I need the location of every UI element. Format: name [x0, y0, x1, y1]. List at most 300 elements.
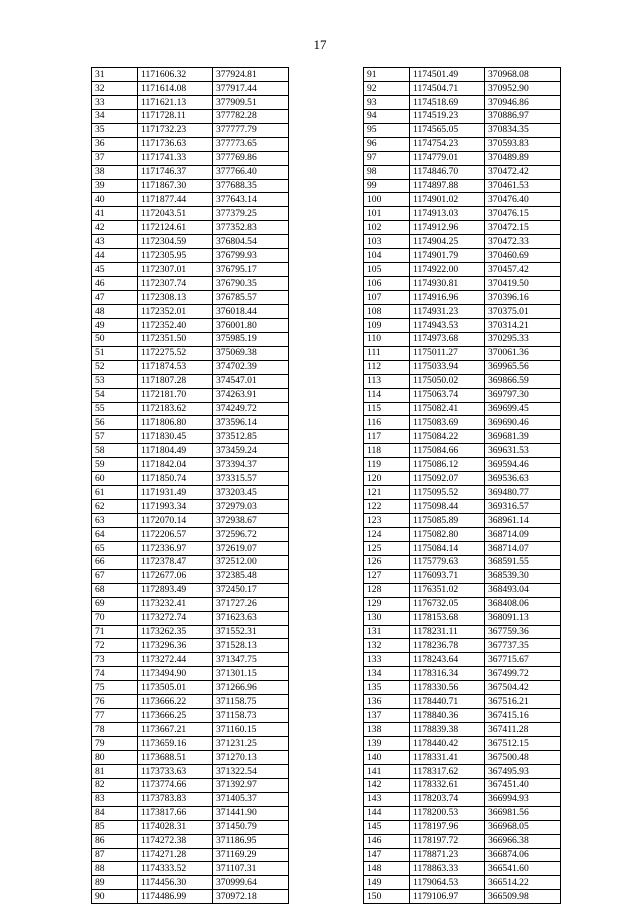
point-number-cell: 47: [92, 291, 138, 305]
y-coordinate-cell: 377777.79: [213, 123, 289, 137]
point-number-cell: 56: [92, 416, 138, 430]
table-row: [92, 332, 289, 346]
x-coordinate-cell: 1174912.96: [410, 221, 485, 235]
table-row: [364, 625, 561, 639]
y-coordinate-cell: 370472.15: [485, 221, 561, 235]
x-coordinate-cell: 1171867.30: [138, 179, 213, 193]
table-row: [92, 291, 289, 305]
table-row: [364, 458, 561, 472]
x-coordinate-cell: 1175092.07: [410, 472, 485, 486]
x-coordinate-cell: 1172308.13: [138, 291, 213, 305]
y-coordinate-cell: 367516.21: [485, 695, 561, 709]
y-coordinate-cell: 376790.35: [213, 277, 289, 291]
y-coordinate-cell: 368091.13: [485, 611, 561, 625]
x-coordinate-cell: 1175084.14: [410, 541, 485, 555]
point-number-cell: 109: [364, 318, 410, 332]
table-row: [92, 806, 289, 820]
point-number-cell: 137: [364, 709, 410, 723]
point-number-cell: 73: [92, 653, 138, 667]
point-number-cell: 32: [92, 81, 138, 95]
table-row: [92, 639, 289, 653]
table-row: [364, 416, 561, 430]
table-row: [92, 109, 289, 123]
point-number-cell: 58: [92, 444, 138, 458]
table-row: [364, 611, 561, 625]
table-row: [364, 109, 561, 123]
point-number-cell: 146: [364, 834, 410, 848]
table-row: [92, 723, 289, 737]
point-number-cell: 33: [92, 95, 138, 109]
x-coordinate-cell: 1171746.37: [138, 165, 213, 179]
x-coordinate-cell: 1173272.44: [138, 653, 213, 667]
table-row: [364, 820, 561, 834]
point-number-cell: 133: [364, 653, 410, 667]
point-number-cell: 72: [92, 639, 138, 653]
point-number-cell: 143: [364, 792, 410, 806]
table-row: [364, 764, 561, 778]
y-coordinate-cell: 366994.93: [485, 792, 561, 806]
point-number-cell: 118: [364, 444, 410, 458]
y-coordinate-cell: 370472.33: [485, 235, 561, 249]
point-number-cell: 64: [92, 527, 138, 541]
table-row: [92, 277, 289, 291]
table-row: [364, 527, 561, 541]
point-number-cell: 114: [364, 388, 410, 402]
point-number-cell: 39: [92, 179, 138, 193]
point-number-cell: 144: [364, 806, 410, 820]
table-row: [364, 235, 561, 249]
point-number-cell: 113: [364, 374, 410, 388]
y-coordinate-cell: 376018.44: [213, 304, 289, 318]
y-coordinate-cell: 371528.13: [213, 639, 289, 653]
table-row: [364, 848, 561, 862]
y-coordinate-cell: 373512.85: [213, 430, 289, 444]
x-coordinate-cell: 1174897.88: [410, 179, 485, 193]
point-number-cell: 123: [364, 514, 410, 528]
y-coordinate-cell: 369480.77: [485, 486, 561, 500]
x-coordinate-cell: 1171728.11: [138, 109, 213, 123]
x-coordinate-cell: 1174271.28: [138, 848, 213, 862]
y-coordinate-cell: 371405.37: [213, 792, 289, 806]
table-row: [364, 639, 561, 653]
x-coordinate-cell: 1173666.22: [138, 695, 213, 709]
x-coordinate-cell: 1172304.59: [138, 235, 213, 249]
x-coordinate-cell: 1172070.14: [138, 514, 213, 528]
table-row: [364, 806, 561, 820]
table-row: [92, 123, 289, 137]
x-coordinate-cell: 1173505.01: [138, 681, 213, 695]
x-coordinate-cell: 1171732.23: [138, 123, 213, 137]
y-coordinate-cell: 370457.42: [485, 263, 561, 277]
y-coordinate-cell: 366968.05: [485, 820, 561, 834]
x-coordinate-cell: 1172307.01: [138, 263, 213, 277]
point-number-cell: 119: [364, 458, 410, 472]
x-coordinate-cell: 1171850.74: [138, 472, 213, 486]
x-coordinate-cell: 1171931.49: [138, 486, 213, 500]
table-row: [364, 750, 561, 764]
table-row: [364, 165, 561, 179]
x-coordinate-cell: 1174901.02: [410, 193, 485, 207]
table-row: [364, 318, 561, 332]
point-number-cell: 52: [92, 360, 138, 374]
point-number-cell: 94: [364, 109, 410, 123]
table-row: [364, 653, 561, 667]
x-coordinate-cell: 1175086.12: [410, 458, 485, 472]
point-number-cell: 96: [364, 137, 410, 151]
table-row: [92, 569, 289, 583]
x-coordinate-cell: 1174779.01: [410, 151, 485, 165]
point-number-cell: 134: [364, 667, 410, 681]
point-number-cell: 67: [92, 569, 138, 583]
point-number-cell: 35: [92, 123, 138, 137]
point-number-cell: 76: [92, 695, 138, 709]
x-coordinate-cell: 1175063.74: [410, 388, 485, 402]
y-coordinate-cell: 371552.31: [213, 625, 289, 639]
x-coordinate-cell: 1171614.08: [138, 81, 213, 95]
point-number-cell: 87: [92, 848, 138, 862]
table-row: [364, 569, 561, 583]
y-coordinate-cell: 377917.44: [213, 81, 289, 95]
x-coordinate-cell: 1178839.38: [410, 723, 485, 737]
y-coordinate-cell: 370972.18: [213, 890, 289, 904]
y-coordinate-cell: 371266.96: [213, 681, 289, 695]
y-coordinate-cell: 370295.33: [485, 332, 561, 346]
y-coordinate-cell: 371169.29: [213, 848, 289, 862]
x-coordinate-cell: 1178440.42: [410, 737, 485, 751]
point-number-cell: 54: [92, 388, 138, 402]
x-coordinate-cell: 1171806.80: [138, 416, 213, 430]
x-coordinate-cell: 1174943.53: [410, 318, 485, 332]
x-coordinate-cell: 1173494.90: [138, 667, 213, 681]
x-coordinate-cell: 1174565.05: [410, 123, 485, 137]
point-number-cell: 43: [92, 235, 138, 249]
table-row: [364, 737, 561, 751]
table-row: [364, 792, 561, 806]
table-row: [364, 221, 561, 235]
point-number-cell: 99: [364, 179, 410, 193]
y-coordinate-cell: 369699.45: [485, 402, 561, 416]
point-number-cell: 110: [364, 332, 410, 346]
x-coordinate-cell: 1174904.25: [410, 235, 485, 249]
x-coordinate-cell: 1174901.79: [410, 249, 485, 263]
table-row: [92, 792, 289, 806]
table-row: [92, 81, 289, 95]
point-number-cell: 81: [92, 764, 138, 778]
table-row: [92, 430, 289, 444]
x-coordinate-cell: 1174519.23: [410, 109, 485, 123]
table-row: [364, 304, 561, 318]
table-row: [92, 304, 289, 318]
table-row: [92, 778, 289, 792]
coordinates-table-right: [363, 67, 561, 904]
x-coordinate-cell: 1178330.56: [410, 681, 485, 695]
y-coordinate-cell: 368714.09: [485, 527, 561, 541]
x-coordinate-cell: 1172181.70: [138, 388, 213, 402]
table-row: [92, 346, 289, 360]
x-coordinate-cell: 1171606.32: [138, 68, 213, 82]
x-coordinate-cell: 1179106.97: [410, 890, 485, 904]
x-coordinate-cell: 1172351.50: [138, 332, 213, 346]
y-coordinate-cell: 367512.15: [485, 737, 561, 751]
x-coordinate-cell: 1174028.31: [138, 820, 213, 834]
x-coordinate-cell: 1174501.49: [410, 68, 485, 82]
table-row: [364, 123, 561, 137]
table-row: [92, 95, 289, 109]
point-number-cell: 74: [92, 667, 138, 681]
table-row: [364, 486, 561, 500]
x-coordinate-cell: 1176093.71: [410, 569, 485, 583]
x-coordinate-cell: 1178863.33: [410, 862, 485, 876]
x-coordinate-cell: 1178243.64: [410, 653, 485, 667]
x-coordinate-cell: 1173733.63: [138, 764, 213, 778]
x-coordinate-cell: 1175083.69: [410, 416, 485, 430]
point-number-cell: 91: [364, 68, 410, 82]
x-coordinate-cell: 1176732.05: [410, 597, 485, 611]
table-row: [364, 263, 561, 277]
y-coordinate-cell: 371301.15: [213, 667, 289, 681]
point-number-cell: 77: [92, 709, 138, 723]
table-row: [92, 416, 289, 430]
point-number-cell: 115: [364, 402, 410, 416]
y-coordinate-cell: 369866.59: [485, 374, 561, 388]
x-coordinate-cell: 1174922.00: [410, 263, 485, 277]
table-row: [364, 402, 561, 416]
point-number-cell: 59: [92, 458, 138, 472]
page-number: 17: [313, 37, 327, 52]
table-row: [92, 834, 289, 848]
point-number-cell: 41: [92, 207, 138, 221]
point-number-cell: 98: [364, 165, 410, 179]
table-row: [364, 723, 561, 737]
x-coordinate-cell: 1173817.66: [138, 806, 213, 820]
y-coordinate-cell: 370999.64: [213, 876, 289, 890]
y-coordinate-cell: 367504.42: [485, 681, 561, 695]
point-number-cell: 150: [364, 890, 410, 904]
point-number-cell: 37: [92, 151, 138, 165]
y-coordinate-cell: 369536.63: [485, 472, 561, 486]
point-number-cell: 89: [92, 876, 138, 890]
point-number-cell: 69: [92, 597, 138, 611]
y-coordinate-cell: 370061.36: [485, 346, 561, 360]
y-coordinate-cell: 377924.81: [213, 68, 289, 82]
point-number-cell: 61: [92, 486, 138, 500]
point-number-cell: 34: [92, 109, 138, 123]
x-coordinate-cell: 1173667.21: [138, 723, 213, 737]
point-number-cell: 88: [92, 862, 138, 876]
table-row: [92, 737, 289, 751]
point-number-cell: 125: [364, 541, 410, 555]
table-row: [364, 81, 561, 95]
x-coordinate-cell: 1178197.96: [410, 820, 485, 834]
y-coordinate-cell: 370834.35: [485, 123, 561, 137]
y-coordinate-cell: 376795.17: [213, 263, 289, 277]
table-row: [92, 68, 289, 82]
table-row: [92, 207, 289, 221]
y-coordinate-cell: 374249.72: [213, 402, 289, 416]
point-number-cell: 138: [364, 723, 410, 737]
y-coordinate-cell: 367759.36: [485, 625, 561, 639]
y-coordinate-cell: 371158.75: [213, 695, 289, 709]
point-number-cell: 44: [92, 249, 138, 263]
y-coordinate-cell: 371450.79: [213, 820, 289, 834]
table-row: [364, 95, 561, 109]
y-coordinate-cell: 371727.26: [213, 597, 289, 611]
y-coordinate-cell: 368961.14: [485, 514, 561, 528]
point-number-cell: 102: [364, 221, 410, 235]
y-coordinate-cell: 370314.21: [485, 318, 561, 332]
table-row: [364, 374, 561, 388]
point-number-cell: 126: [364, 555, 410, 569]
table-row: [364, 388, 561, 402]
table-row: [364, 834, 561, 848]
x-coordinate-cell: 1173688.51: [138, 750, 213, 764]
y-coordinate-cell: 371107.31: [213, 862, 289, 876]
x-coordinate-cell: 1173272.74: [138, 611, 213, 625]
table-row: [92, 193, 289, 207]
y-coordinate-cell: 372450.17: [213, 583, 289, 597]
point-number-cell: 45: [92, 263, 138, 277]
x-coordinate-cell: 1171842.04: [138, 458, 213, 472]
point-number-cell: 38: [92, 165, 138, 179]
x-coordinate-cell: 1175085.89: [410, 514, 485, 528]
table-row: [364, 430, 561, 444]
x-coordinate-cell: 1172275.52: [138, 346, 213, 360]
x-coordinate-cell: 1172043.51: [138, 207, 213, 221]
table-row: [364, 291, 561, 305]
point-number-cell: 145: [364, 820, 410, 834]
table-row: [364, 207, 561, 221]
point-number-cell: 111: [364, 346, 410, 360]
y-coordinate-cell: 375985.19: [213, 332, 289, 346]
x-coordinate-cell: 1174456.30: [138, 876, 213, 890]
point-number-cell: 112: [364, 360, 410, 374]
table-row: [92, 444, 289, 458]
y-coordinate-cell: 369631.53: [485, 444, 561, 458]
point-number-cell: 135: [364, 681, 410, 695]
coordinates-table-left: [91, 67, 289, 904]
point-number-cell: 83: [92, 792, 138, 806]
table-row: [364, 151, 561, 165]
y-coordinate-cell: 373203.45: [213, 486, 289, 500]
x-coordinate-cell: 1173262.35: [138, 625, 213, 639]
point-number-cell: 128: [364, 583, 410, 597]
y-coordinate-cell: 367715.67: [485, 653, 561, 667]
x-coordinate-cell: 1174754.23: [410, 137, 485, 151]
point-number-cell: 127: [364, 569, 410, 583]
x-coordinate-cell: 1174504.71: [410, 81, 485, 95]
x-coordinate-cell: 1178203.74: [410, 792, 485, 806]
point-number-cell: 141: [364, 764, 410, 778]
x-coordinate-cell: 1174518.69: [410, 95, 485, 109]
y-coordinate-cell: 371347.75: [213, 653, 289, 667]
x-coordinate-cell: 1173232.41: [138, 597, 213, 611]
point-number-cell: 95: [364, 123, 410, 137]
y-coordinate-cell: 377909.51: [213, 95, 289, 109]
y-coordinate-cell: 367499.72: [485, 667, 561, 681]
y-coordinate-cell: 367495.93: [485, 764, 561, 778]
table-row: [92, 597, 289, 611]
x-coordinate-cell: 1172305.95: [138, 249, 213, 263]
x-coordinate-cell: 1175098.44: [410, 500, 485, 514]
table-row: [92, 709, 289, 723]
point-number-cell: 66: [92, 555, 138, 569]
point-number-cell: 130: [364, 611, 410, 625]
table-row: [364, 667, 561, 681]
table-row: [92, 681, 289, 695]
table-row: [364, 583, 561, 597]
point-number-cell: 70: [92, 611, 138, 625]
x-coordinate-cell: 1178331.41: [410, 750, 485, 764]
table-row: [92, 862, 289, 876]
x-coordinate-cell: 1174930.81: [410, 277, 485, 291]
table-row: [92, 388, 289, 402]
x-coordinate-cell: 1171993.34: [138, 500, 213, 514]
y-coordinate-cell: 368539.30: [485, 569, 561, 583]
y-coordinate-cell: 373459.24: [213, 444, 289, 458]
table-row: [92, 318, 289, 332]
point-number-cell: 116: [364, 416, 410, 430]
point-number-cell: 86: [92, 834, 138, 848]
table-row: [92, 541, 289, 555]
point-number-cell: 71: [92, 625, 138, 639]
y-coordinate-cell: 371231.25: [213, 737, 289, 751]
table-row: [92, 263, 289, 277]
point-number-cell: 46: [92, 277, 138, 291]
table-row: [364, 890, 561, 904]
table-row: [92, 374, 289, 388]
table-row: [364, 360, 561, 374]
point-number-cell: 142: [364, 778, 410, 792]
table-row: [92, 179, 289, 193]
y-coordinate-cell: 369681.39: [485, 430, 561, 444]
x-coordinate-cell: 1171621.13: [138, 95, 213, 109]
point-number-cell: 117: [364, 430, 410, 444]
point-number-cell: 139: [364, 737, 410, 751]
y-coordinate-cell: 366509.98: [485, 890, 561, 904]
y-coordinate-cell: 373315.57: [213, 472, 289, 486]
y-coordinate-cell: 367737.35: [485, 639, 561, 653]
point-number-cell: 106: [364, 277, 410, 291]
table-row: [92, 514, 289, 528]
table-row: [364, 862, 561, 876]
point-number-cell: 104: [364, 249, 410, 263]
y-coordinate-cell: 372385.48: [213, 569, 289, 583]
y-coordinate-cell: 370476.15: [485, 207, 561, 221]
table-row: [92, 611, 289, 625]
table-row: [92, 151, 289, 165]
point-number-cell: 79: [92, 737, 138, 751]
point-number-cell: 105: [364, 263, 410, 277]
y-coordinate-cell: 370472.42: [485, 165, 561, 179]
y-coordinate-cell: 368591.55: [485, 555, 561, 569]
y-coordinate-cell: 377773.65: [213, 137, 289, 151]
point-number-cell: 51: [92, 346, 138, 360]
point-number-cell: 97: [364, 151, 410, 165]
y-coordinate-cell: 374263.91: [213, 388, 289, 402]
table-row: [364, 500, 561, 514]
point-number-cell: 122: [364, 500, 410, 514]
x-coordinate-cell: 1172352.01: [138, 304, 213, 318]
point-number-cell: 42: [92, 221, 138, 235]
y-coordinate-cell: 373394.37: [213, 458, 289, 472]
point-number-cell: 78: [92, 723, 138, 737]
point-number-cell: 107: [364, 291, 410, 305]
point-number-cell: 136: [364, 695, 410, 709]
table-row: [92, 137, 289, 151]
y-coordinate-cell: 377688.35: [213, 179, 289, 193]
y-coordinate-cell: 367415.16: [485, 709, 561, 723]
x-coordinate-cell: 1174913.03: [410, 207, 485, 221]
